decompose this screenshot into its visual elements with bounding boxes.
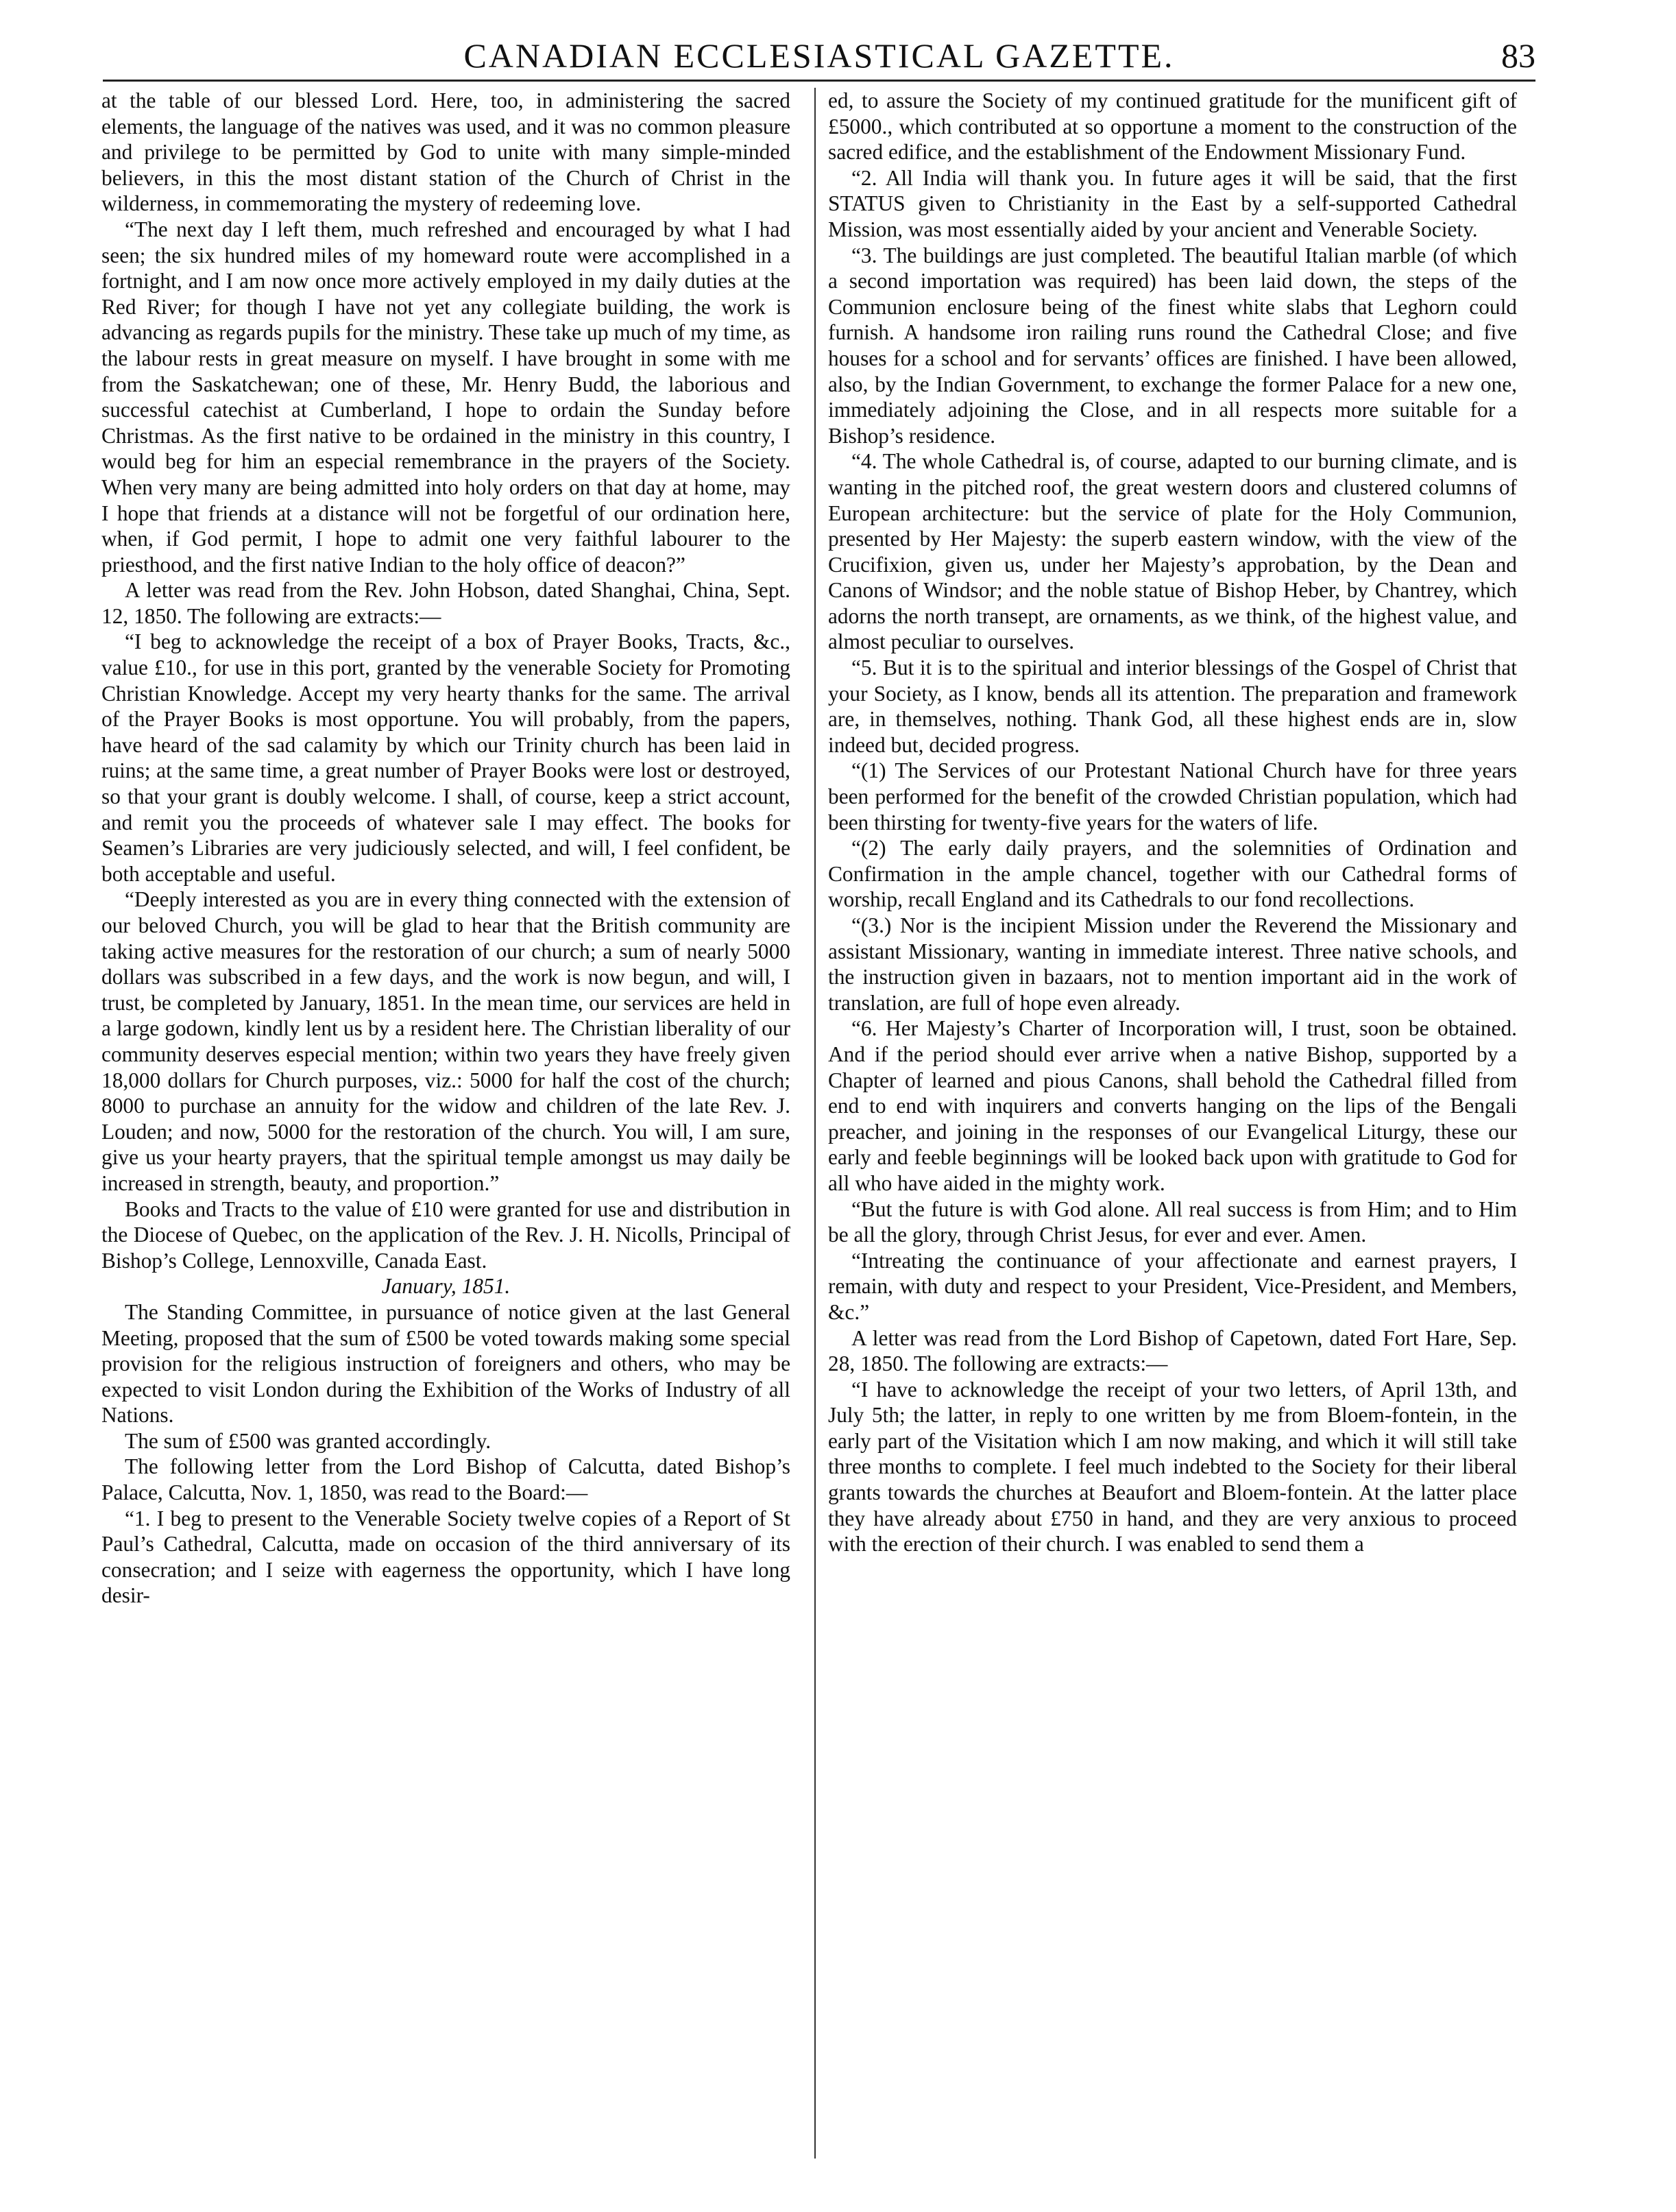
paragraph: A letter was read from the Lord Bishop of Capetown, dated Fort Hare, Sep. 28, 1850. The following are extracts:— <box>828 1325 1517 1376</box>
page-header <box>103 36 1535 77</box>
header-rule <box>103 80 1535 82</box>
paragraph: “(3.) Nor is the incipient Mission under the Reverend the Missionary and assistant Missionary, wanting in immediate interest. Three native schools, and the instruction given in bazaars, not to mention important aid in the work of translation, are full of hope even already. <box>828 913 1517 1015</box>
paragraph: “2. All India will thank you. In future ages it will be said, that the first STATUS given to Christianity in the East by a self-supported Cathedral Mission, was most essentially aided by your ancient and Venerable Society. <box>828 165 1517 241</box>
paragraph: The following letter from the Lord Bishop of Calcutta, dated Bishop’s Palace, Calcutta, Nov. 1, 1850, was read to the Board:— <box>101 1454 790 1505</box>
paragraph: at the table of our blessed Lord. Here, too, in administering the sacred elements, the language of the natives was used, and it was no common pleasure and privilege to be permitted by God to unite with many simple-minded believers, in this the most distant station of the Church of Christ in the wilderness, in commemorating the mystery of redeeming love. <box>101 88 790 216</box>
right-column <box>828 88 1517 1557</box>
paragraph: The Standing Committee, in pursuance of notice given at the last General Meeting, proposed that the sum of £500 be voted towards making some special provision for the religious instruction of foreigners and others, who may be expected to visit London during the Exhibition of the Works of Industry of all Nations. <box>101 1299 790 1428</box>
paragraph: “But the future is with God alone. All real success is from Him; and to Him be all the glory, through Christ Jesus, for ever and ever. Amen. <box>828 1197 1517 1247</box>
paragraph: “I beg to acknowledge the receipt of a box of Prayer Books, Tracts, &c., value £10., for use in this port, granted by the venerable Society for Promoting Christian Knowledge. Accept my very hearty thanks for the same. The arrival of the Prayer Books is most opportune. You will probably, from the papers, have heard of the sad calamity by which our Trinity church has been laid in ruins; at the same time, a great number of Prayer Books were lost or destroyed, so that your grant is doubly welcome. I shall, of course, keep a strict account, and remit you the proceeds of whatever sale I may effect. The books for Seamen’s Libraries are very judiciously selected, and will, I feel confident, be both acceptable and useful. <box>101 629 790 886</box>
paragraph: ed, to assure the Society of my continued gratitude for the munificent gift of £5000., which contributed at so opportune a moment to the construction of the sacred edifice, and the establishment of the Endowment Missionary Fund. <box>828 88 1517 165</box>
paragraph: “6. Her Majesty’s Charter of Incorporation will, I trust, soon be obtained. And if the period should ever arrive when a native Bishop, supported by a Chapter of learned and pious Canons, shall behold the Cathedral filled from end to end with inquirers and converts hanging on the lips of the Bengali preacher, and joining in the responses of our Evangelical Liturgy, these our early and feeble beginnings will be looked back upon with gratitude to God for all who have aided in the mighty work. <box>828 1016 1517 1195</box>
column-divider <box>814 88 816 2159</box>
paragraph: “I have to acknowledge the receipt of your two letters, of April 13th, and July 5th; the latter, in reply to one written by me from Bloem-fontein, in the early part of the Visitation which I am now making, and which it will still take three months to complete. I feel much indebted to the Society for their liberal grants towards the churches at Beaufort and Bloem-fontein. At the latter place they have already about £750 in hand, and they are very anxious to proceed with the erection of their church. I was enabled to send them a <box>828 1377 1517 1556</box>
paragraph: “3. The buildings are just completed. The beautiful Italian marble (of which a second importation was required) has been laid down, the steps of the Communion enclosure being of the finest white slabs that Leghorn could furnish. A handsome iron railing runs round the Cathedral Close; and five houses for a school and for servants’ offices are finished. I have been allowed, also, by the Indian Government, to exchange the former Palace for a new one, immediately adjoining the Close, and in all respects more suitable for a Bishop’s residence. <box>828 243 1517 448</box>
paragraph: The sum of £500 was granted accordingly. <box>125 1428 491 1453</box>
paragraph: “5. But it is to the spiritual and interior blessings of the Gospel of Christ that your Society, as I know, bends all its attention. The preparation and framework are, in themselves, nothing. Thank God, all these highest ends are in, slow indeed but, decided progress. <box>828 656 1517 757</box>
page-number: 83 <box>1501 36 1535 75</box>
paragraph: “4. The whole Cathedral is, of course, adapted to our burning climate, and is wanting in the pitched roof, the great western doors and clustered columns of European architecture: but the service of plate for the Holy Communion, presented by Her Majesty: the superb eastern window, with the view of the Crucifixion, given us, under her Majesty’s approbation, by the Dean and Canons of Windsor; and the noble statue of Bishop Heber, by Chantrey, which adorns the north transept, are ornaments, as we think, of the highest value, and almost peculiar to ourselves. <box>828 449 1517 654</box>
publication-title: CANADIAN ECCLESIASTICAL GAZETTE. <box>463 36 1175 75</box>
paragraph: Books and Tracts to the value of £10 were granted for use and distribution in the Diocese of Quebec, on the application of the Rev. J. H. Nicolls, Principal of Bishop’s College, Lennoxville, Canada East. <box>101 1197 790 1273</box>
paragraph: “(2) The early daily prayers, and the solemnities of Ordination and Confirmation in the ample chancel, together with our Cathedral forms of worship, recall England and its Cathedrals to our fond recollections. <box>828 836 1517 912</box>
paragraph: “Intreating the continuance of your affectionate and earnest prayers, I remain, with duty and respect to your President, Vice-President, and Members, &c.” <box>828 1248 1517 1324</box>
paragraph: A letter was read from the Rev. John Hobson, dated Shanghai, China, Sept. 12, 1850. The following are extracts:— <box>101 578 790 628</box>
paragraph: “The next day I left them, much refreshed and encouraged by what I had seen; the six hundred miles of my homeward route were accomplished in a fortnight, and I am now once more actively employed in my daily duties at the Red River; for though I have not yet any collegiate building, the work is advancing as regards pupils for the ministry. These take up much of my time, as the labour rests in great measure on myself. I have brought in some with me from the Saskatchewan; one of these, Mr. Henry Budd, the laborious and successful catechist at Cumberland, I hope to ordain the Sunday before Christmas. As the first native to be ordained in the ministry in this country, I would beg for him an especial remembrance in the prayers of the Society. When very many are being admitted into holy orders on that day at home, may I hope that friends at a distance will not be forgetful of our ordination here, when, if God permit, I hope to admit one very faithful labourer to the priesthood, and the first native Indian to the holy office of deacon?” <box>101 217 790 577</box>
paragraph: “1. I beg to present to the Venerable Society twelve copies of a Report of St Paul’s Cathedral, Calcutta, made on occasion of the third anniversary of its consecration; and I seize with eagerness the opportunity, which I have long desir- <box>101 1506 790 1608</box>
left-column <box>101 88 790 1609</box>
paragraph: “(1) The Services of our Protestant National Church have for three years been performed for the benefit of the crowded Christian population, which had been thirsting for twenty-five years for the waters of life. <box>828 758 1517 834</box>
paragraph: “Deeply interested as you are in every thing connected with the extension of our beloved Church, you will be glad to hear that the British community are taking active measures for the restoration of our church; a sum of nearly 5000 dollars was subscribed in a few days, and the work is now begun, and will, I trust, be completed by January, 1851. In the mean time, our services are held in a large godown, kindly lent us by a resident here. The Christian liberality of our community deserves especial mention; within two years they have freely given 18,000 dollars for Church purposes, viz.: 5000 for half the cost of the church; 8000 to purchase an annuity for the widow and children of the late Rev. J. Louden; and now, 5000 for the restoration of the church. You will, I am sure, give us your hearty prayers, that the spiritual temple amongst us may daily be increased in strength, beauty, and proportion.” <box>101 887 790 1195</box>
section-date-heading: January, 1851. <box>381 1274 511 1299</box>
